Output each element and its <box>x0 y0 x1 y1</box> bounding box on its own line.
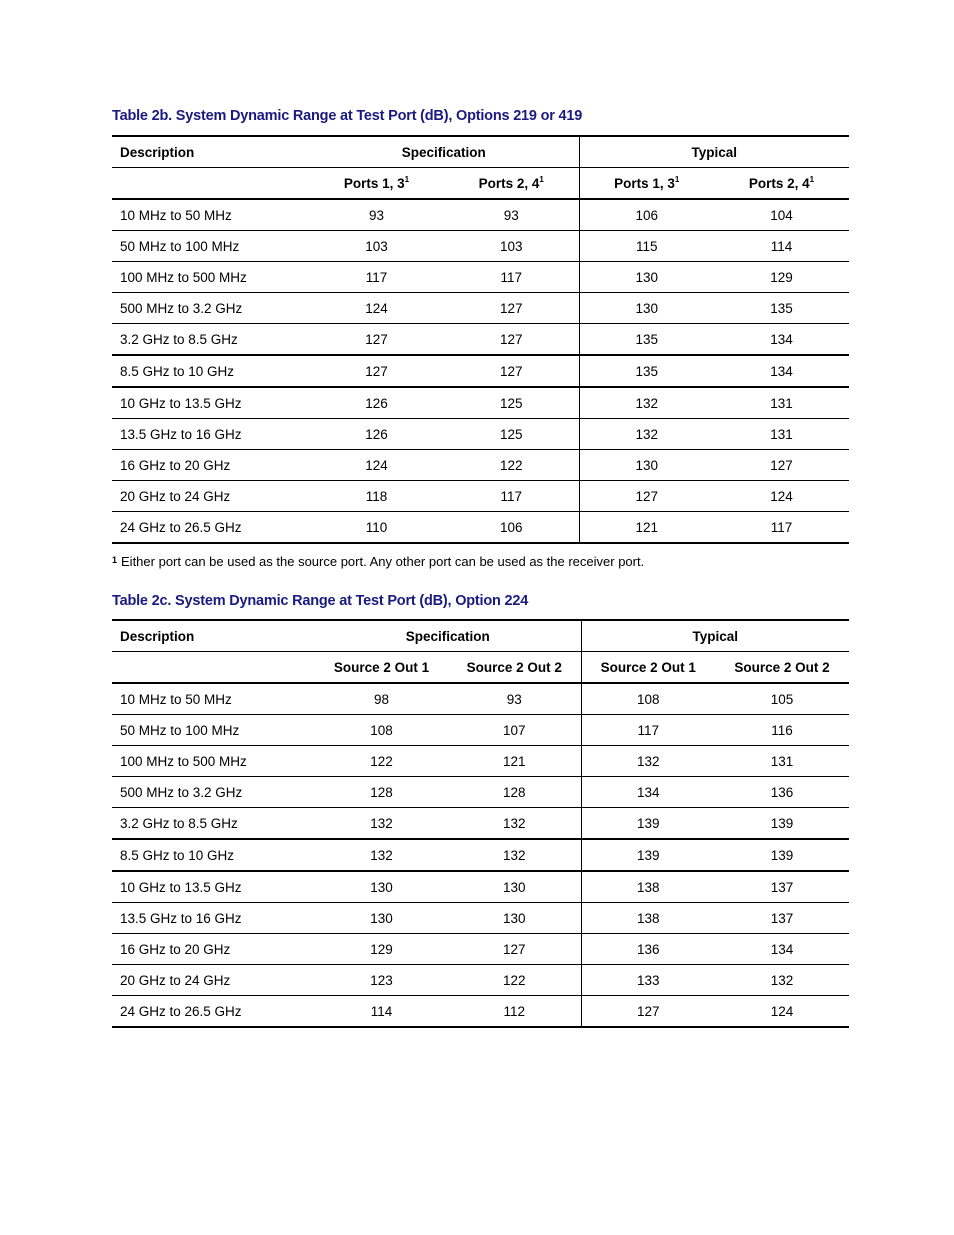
typical-value-1: 132 <box>579 419 714 450</box>
typical-value-1: 121 <box>579 512 714 544</box>
row-description: 50 MHz to 100 MHz <box>112 715 315 746</box>
row-description: 24 GHz to 26.5 GHz <box>120 1003 242 1019</box>
typical-value-2: 117 <box>770 519 793 535</box>
typical-value-2: 134 <box>715 934 849 965</box>
table-row <box>112 231 849 262</box>
typical-value-2: 131 <box>715 746 849 777</box>
typical-value-1: 130 <box>579 262 714 293</box>
table-row <box>112 355 849 387</box>
table-row <box>112 934 849 965</box>
typical-value-2: 105 <box>715 683 849 715</box>
spec-value-2: 107 <box>448 715 581 746</box>
footnote-mark: 1 <box>809 174 815 184</box>
spec-value-2: 132 <box>448 839 581 871</box>
typical-value-1: 130 <box>579 293 714 324</box>
spec-value-1: 93 <box>309 199 444 231</box>
spec-value-2: 122 <box>448 965 581 996</box>
typical-value-1: 117 <box>581 715 715 746</box>
row-description: 10 MHz to 50 MHz <box>112 199 309 231</box>
empty-header-cell <box>112 652 315 684</box>
row-description: 8.5 GHz to 10 GHz <box>112 839 315 871</box>
table-row <box>112 512 849 544</box>
table-2c-caption: Table 2c. System Dynamic Range at Test Port (dB), Option 224 <box>112 593 529 609</box>
table-row <box>112 450 849 481</box>
typ-ports-2-4-header: Ports 2, $4^1$ <box>714 168 849 200</box>
row-description: 3.2 GHz to 8.5 GHz <box>112 324 309 356</box>
row-description: 13.5 GHz to 16 GHz <box>112 419 309 450</box>
specification-header: Specification <box>315 620 581 652</box>
spec-value-1: 98 <box>315 683 448 715</box>
spec-value-2: 106 <box>499 519 523 535</box>
typical-value-2: 135 <box>714 293 849 324</box>
spec-value-2: 128 <box>448 777 581 808</box>
spec-value-1: 132 <box>315 839 448 871</box>
typical-value-2: 124 <box>770 1003 794 1019</box>
typical-value-2: 129 <box>714 262 849 293</box>
spec-value-2: 93 <box>448 683 581 715</box>
typ-source-2-out-2-header: Source 2 Out 2 <box>715 652 849 684</box>
spec-value-1: 114 <box>370 1003 393 1019</box>
spec-value-2: 130 <box>448 903 581 934</box>
typical-value-1: 139 <box>581 839 715 871</box>
row-description: 3.2 GHz to 8.5 GHz <box>112 808 315 840</box>
row-description: 50 MHz to 100 MHz <box>112 231 309 262</box>
row-description: 8.5 GHz to 10 GHz <box>112 355 309 387</box>
spec-value-1: 122 <box>315 746 448 777</box>
typical-value-1: 138 <box>581 871 715 903</box>
spec-value-1: 126 <box>309 387 444 419</box>
footnote <box>112 554 644 569</box>
row-description: 100 MHz to 500 MHz <box>112 262 309 293</box>
table-row <box>112 715 849 746</box>
spec-value-2: 125 <box>444 419 579 450</box>
spec-value-2: 117 <box>444 481 579 512</box>
typical-value-2: 134 <box>714 355 849 387</box>
description-header: Description <box>112 136 309 168</box>
spec-value-1: 126 <box>309 419 444 450</box>
footnote-mark: 1 <box>404 174 410 184</box>
footnote-mark: 1 <box>112 555 118 565</box>
table-row <box>112 387 849 419</box>
typical-header: Typical <box>579 136 849 168</box>
table-row <box>112 481 849 512</box>
spec-value-2: 127 <box>444 355 579 387</box>
spec-value-2: 117 <box>444 262 579 293</box>
typical-value-1: 135 <box>579 324 714 356</box>
typical-value-2: 136 <box>715 777 849 808</box>
row-description: 20 GHz to 24 GHz <box>112 965 315 996</box>
typical-value-2: 116 <box>715 715 849 746</box>
typical-value-1: 136 <box>581 934 715 965</box>
table-row <box>112 293 849 324</box>
row-description: 10 MHz to 50 MHz <box>112 683 315 715</box>
table-row <box>112 996 849 1028</box>
typical-value-2: 137 <box>715 871 849 903</box>
typical-value-2: 139 <box>715 839 849 871</box>
description-header: Description <box>112 620 315 652</box>
row-description: 13.5 GHz to 16 GHz <box>112 903 315 934</box>
table-2c <box>112 619 849 1028</box>
table-subheader-row <box>112 652 849 684</box>
table-row <box>112 839 849 871</box>
row-description: 20 GHz to 24 GHz <box>112 481 309 512</box>
typical-value-1: 127 <box>579 481 714 512</box>
spec-value-1: 127 <box>309 324 444 356</box>
typical-value-2: 137 <box>715 903 849 934</box>
spec-value-2: 127 <box>444 293 579 324</box>
table-row <box>112 903 849 934</box>
typical-value-2: 131 <box>714 387 849 419</box>
typical-value-1: 132 <box>581 746 715 777</box>
spec-value-2: 93 <box>444 199 579 231</box>
spec-value-1: 130 <box>315 871 448 903</box>
typical-value-2: 131 <box>714 419 849 450</box>
typical-value-1: 108 <box>581 683 715 715</box>
table-row <box>112 199 849 231</box>
typical-value-2: 114 <box>714 231 849 262</box>
spec-value-1: 124 <box>309 450 444 481</box>
typical-value-1: 127 <box>581 996 715 1028</box>
typical-value-2: 134 <box>714 324 849 356</box>
footnote-mark: 1 <box>674 174 680 184</box>
table-header-row <box>112 136 849 168</box>
row-description: 16 GHz to 20 GHz <box>112 934 315 965</box>
spec-value-2: 112 <box>503 1003 526 1019</box>
table-row <box>112 746 849 777</box>
spec-value-2: 121 <box>448 746 581 777</box>
row-description: 16 GHz to 20 GHz <box>112 450 309 481</box>
table-2b <box>112 135 849 544</box>
spec-value-2: 122 <box>444 450 579 481</box>
row-description: 10 GHz to 13.5 GHz <box>112 871 315 903</box>
table-header-row <box>112 620 849 652</box>
spec-source-2-out-2-header: Source 2 Out 2 <box>448 652 581 684</box>
spec-value-1: 124 <box>309 293 444 324</box>
row-description: 10 GHz to 13.5 GHz <box>112 387 309 419</box>
table-subheader-row <box>112 168 849 200</box>
spec-value-1: 123 <box>315 965 448 996</box>
spec-source-2-out-1-header: Source 2 Out 1 <box>315 652 448 684</box>
spec-value-1: 110 <box>365 519 388 535</box>
spec-value-1: 117 <box>309 262 444 293</box>
typical-value-2: 139 <box>715 808 849 840</box>
spec-value-2: 127 <box>444 324 579 356</box>
typical-header: Typical <box>581 620 849 652</box>
row-description: 500 MHz to 3.2 GHz <box>112 293 309 324</box>
spec-value-2: 127 <box>448 934 581 965</box>
typical-value-1: 135 <box>579 355 714 387</box>
spec-value-2: 125 <box>444 387 579 419</box>
typical-value-2: 124 <box>714 481 849 512</box>
spec-value-1: 129 <box>315 934 448 965</box>
typical-value-1: 134 <box>581 777 715 808</box>
typical-value-2: 104 <box>714 199 849 231</box>
footnote-mark: 1 <box>539 174 544 184</box>
typical-value-2: 127 <box>714 450 849 481</box>
typical-value-1: 139 <box>581 808 715 840</box>
footnote-text: Either port can be used as the source port. Any other port can be used as the receiver port. <box>121 554 645 569</box>
table-row <box>112 965 849 996</box>
table-row <box>112 777 849 808</box>
typical-value-1: 130 <box>579 450 714 481</box>
empty-header-cell <box>112 168 309 200</box>
table-row <box>112 683 849 715</box>
table-row <box>112 871 849 903</box>
spec-value-1: 130 <box>315 903 448 934</box>
spec-value-2: 103 <box>444 231 579 262</box>
typical-value-2: 132 <box>715 965 849 996</box>
typical-value-1: 138 <box>581 903 715 934</box>
spec-value-1: 103 <box>309 231 444 262</box>
spec-value-1: 127 <box>309 355 444 387</box>
spec-value-2: 132 <box>448 808 581 840</box>
spec-ports-2-4-header: Ports 2, $4^1$ <box>444 168 579 200</box>
spec-ports-1-3-header: Ports 1, $3^1$ <box>309 168 444 200</box>
typical-value-1: 133 <box>581 965 715 996</box>
typical-value-1: 115 <box>579 231 714 262</box>
spec-value-1: 118 <box>309 481 444 512</box>
typical-value-1: 132 <box>579 387 714 419</box>
spec-value-1: 128 <box>315 777 448 808</box>
row-description: 500 MHz to 3.2 GHz <box>112 777 315 808</box>
row-description: 24 GHz to 26.5 GHz <box>120 519 242 535</box>
typ-ports-1-3-header: Ports 1, $3^1$ <box>579 168 714 200</box>
spec-value-2: 130 <box>448 871 581 903</box>
table-row <box>112 262 849 293</box>
spec-value-1: 132 <box>315 808 448 840</box>
table-row <box>112 324 849 356</box>
table-row <box>112 419 849 450</box>
spec-value-1: 108 <box>315 715 448 746</box>
typ-source-2-out-1-header: Source 2 Out 1 <box>581 652 715 684</box>
table-2b-caption: Table 2b. System Dynamic Range at Test Port (dB), Options 219 or 419 <box>112 108 583 124</box>
specification-header: Specification <box>309 136 579 168</box>
typical-value-1: 106 <box>579 199 714 231</box>
row-description: 100 MHz to 500 MHz <box>112 746 315 777</box>
table-row <box>112 808 849 840</box>
